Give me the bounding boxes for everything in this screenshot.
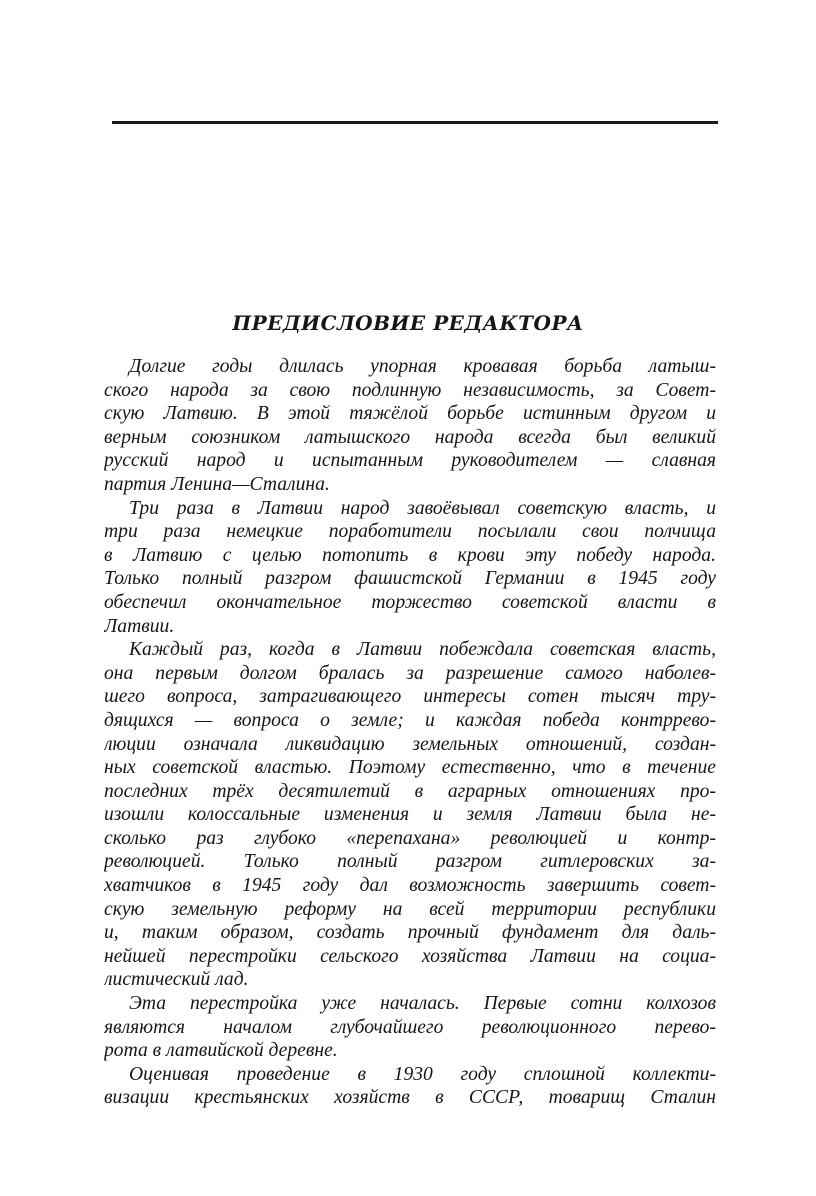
text-line: шего вопроса, затрагивающего интересы сотен тысяч тру-: [104, 686, 716, 708]
paragraph: [104, 497, 716, 639]
top-rule: [112, 121, 718, 124]
text-line: являются началом глубочайшего революционного перево-: [104, 1016, 716, 1038]
text-line: три раза немецкие поработители посылали свои полчища: [104, 521, 716, 543]
text-line: Три раза в Латвии народ завоёвывал советскую власть, и: [129, 497, 716, 519]
text-line: Оценивая проведение в 1930 году сплошной коллекти-: [129, 1063, 716, 1085]
text-line: Только полный разгром фашистской Германии в 1945 году: [104, 568, 716, 590]
text-line: революцией. Только полный разгром гитлеровских за-: [104, 851, 716, 873]
text-line: скую Латвию. В этой тяжёлой борьбе истинным другом и: [104, 403, 716, 425]
text-line: Латвии.: [104, 615, 175, 637]
text-line: русский народ и испытанным руководителем — славная: [104, 450, 716, 472]
text-line: Каждый раз, когда в Латвии побеждала советская власть,: [129, 639, 716, 661]
text-line: хватчиков в 1945 году дал возможность завершить совет-: [104, 875, 716, 897]
text-line: люции означала ликвидацию земельных отношений, создан-: [104, 733, 716, 755]
text-line: изошли колоссальные изменения и земля Латвии была не-: [104, 804, 716, 826]
text-line: в Латвию с целью потопить в крови эту победу народа.: [104, 544, 716, 566]
text-line: Долгие годы длилась упорная кровавая борьба латыш-: [129, 356, 716, 377]
paragraph: [104, 638, 716, 992]
text-line: ных советской властью. Поэтому естественно, что в течение: [104, 757, 716, 779]
text-line: она первым долгом бралась за разрешение самого наболев-: [104, 662, 716, 684]
text-line: партия Ленина—Сталина.: [104, 473, 330, 495]
text-line: листический лад.: [104, 969, 249, 991]
text-line: и, таким образом, создать прочный фундамент для даль-: [104, 922, 716, 944]
text-line: Эта перестройка уже началась. Первые сотни колхозов: [129, 993, 716, 1015]
text-line: последних трёх десятилетий в аграрных отношениях про-: [104, 780, 716, 802]
text-line: ского народа за свою подлинную независимость, за Совет-: [104, 379, 716, 401]
paragraph: [104, 355, 716, 497]
text-line: верным союзником латышского народа всегда был великий: [104, 426, 716, 448]
text-line: сколько раз глубоко «перепахана» революцией и контр-: [104, 827, 716, 849]
text-line: обеспечил окончательное торжество советской власти в: [104, 591, 716, 613]
body-text: [104, 355, 716, 1110]
page-title: ПРЕДИСЛОВИЕ РЕДАКТОРА: [232, 311, 584, 335]
text-line: рота в латвийской деревне.: [104, 1040, 338, 1062]
paragraph: [104, 992, 716, 1063]
paragraph: [104, 1063, 716, 1110]
text-line: нейшей перестройки сельского хозяйства Латвии на социа-: [104, 945, 716, 967]
text-line: скую земельную реформу на всей территории республики: [104, 898, 716, 920]
text-line: визации крестьянских хозяйств в СССР, товарищ Сталин: [104, 1087, 716, 1109]
text-line: дящихся — вопроса о земле; и каждая победа контррево-: [104, 709, 716, 731]
